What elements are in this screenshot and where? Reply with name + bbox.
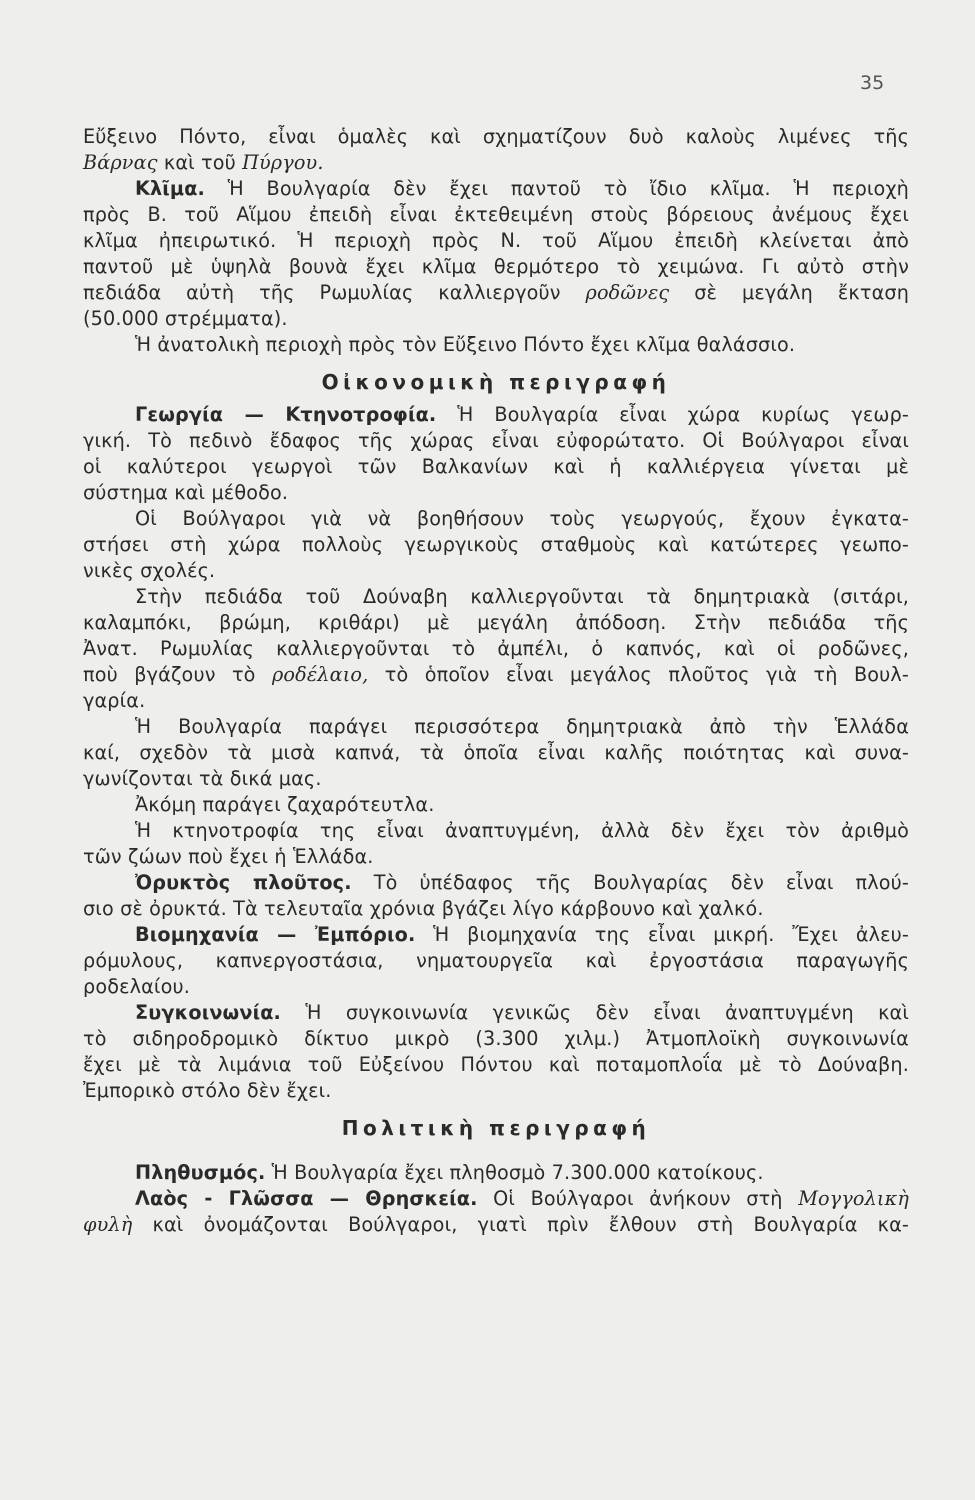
text-line — [83, 506, 909, 532]
text-span: γαρία. — [83, 689, 146, 712]
italic-term: ροδῶνες — [585, 281, 670, 304]
text-span: Στὴν πεδιάδα τοῦ Δούναβη καλλιεργοῦνται τὰ δημητριακὰ (σιτάρι, — [135, 585, 909, 608]
text-span: (50.000 στρέμματα). — [83, 307, 288, 330]
text-line — [83, 766, 909, 792]
text-line — [83, 1186, 909, 1212]
text-line — [83, 948, 909, 974]
text-line — [83, 558, 909, 584]
text-span: Ἡ κτηνοτροφία της εἶναι ἀναπτυγμένη, ἀλλὰ δὲν ἔχει τὸν ἀριθμὸ — [135, 819, 909, 842]
text-span: Ἡ Βουλγαρία δὲν ἔχει παντοῦ τὸ ἴδιο κλῖμα. Ἡ περιοχὴ — [204, 177, 909, 200]
text-span: τὸ ὁποῖον εἶναι μεγάλος πλοῦτος γιὰ τὴ Βουλ- — [368, 663, 909, 686]
place-name-pyrgos: Πύργου. — [242, 151, 324, 174]
text-span: γωνίζονται τὰ δικά μας. — [83, 767, 322, 790]
text-span: ρόμυλους, καπνεργοστάσια, νηματουργεῖα καὶ ἐργοστάσια παραγωγῆς — [83, 949, 909, 972]
text-span: καὶ ὀνομάζονται Βούλγαροι, γιατὶ πρὶν ἔλθουν στὴ Βουλγαρία κα- — [132, 1213, 909, 1236]
text-line — [83, 454, 909, 480]
text-span: ποὺ βγάζουν τὸ — [83, 663, 272, 686]
text-line — [83, 176, 909, 202]
text-span: καί, σχεδὸν τὰ μισὰ καπνά, τὰ ὁποῖα εἶναι καλῆς ποιότητας καὶ συνα- — [83, 741, 909, 764]
text-line — [83, 332, 909, 358]
text-line — [83, 870, 909, 896]
text-body — [83, 124, 909, 1238]
text-span: Ἐμπορικὸ στόλο δὲν ἔχει. — [83, 1079, 332, 1102]
text-span: ἔχει μὲ τὰ λιμάνια τοῦ Εὐξείνου Πόντου καὶ ποταμοπλοΐα μὲ τὸ Δούναβη. — [83, 1053, 909, 1076]
text-line — [83, 844, 909, 870]
section-title-transport: Συγκοινωνία. — [135, 1001, 281, 1024]
italic-term: ροδέλαιο, — [272, 663, 369, 686]
text-span: τῶν ζώων ποὺ ἔχει ἡ Ἑλλάδα. — [83, 845, 374, 868]
section-heading-political: Πολιτικὴ περιγραφή — [341, 1116, 651, 1140]
text-span: κλῖμα ἠπειρωτικό. Ἡ περιοχὴ πρὸς Ν. τοῦ Αἵμου ἐπειδὴ κλείνεται ἀπὸ — [83, 229, 909, 252]
text-span: καὶ τοῦ — [157, 151, 243, 174]
place-name-varna: Βάρνας — [83, 151, 158, 174]
text-line — [83, 714, 909, 740]
text-span: πρὸς Β. τοῦ Αἵμου ἐπειδὴ εἶναι ἐκτεθειμένη στοὺς βόρειους ἀνέμους ἔχει — [83, 203, 909, 226]
text-line — [83, 896, 909, 922]
text-line — [83, 662, 909, 688]
section-title-agriculture: Γεωργία — Κτηνοτροφία. — [135, 403, 437, 426]
text-line — [83, 636, 909, 662]
section-heading-economic: Οἰκονομικὴ περιγραφή — [321, 370, 671, 394]
text-line — [83, 428, 909, 454]
text-line — [83, 306, 909, 332]
text-line — [83, 532, 909, 558]
section-title-population: Πληθυσμός. — [135, 1161, 266, 1184]
text-line — [83, 792, 909, 818]
text-span: Ἡ συγκοινωνία γενικῶς δὲν εἶναι ἀναπτυγμένη καὶ — [281, 1001, 909, 1024]
text-line — [83, 1160, 909, 1186]
text-span: παντοῦ μὲ ὑψηλὰ βουνὰ ἔχει κλῖμα θερμότερο τὸ χειμώνα. Γι αὐτὸ στὴν — [83, 255, 909, 278]
text-span: Ἡ βιομηχανία της εἶναι μικρή. Ἔχει ἀλευ- — [415, 923, 909, 946]
text-line — [83, 922, 909, 948]
text-line — [83, 124, 909, 150]
text-span: καλαμπόκι, βρώμη, κριθάρι) μὲ μεγάλη ἀπόδοση. Στὴν πεδιάδα τῆς — [83, 611, 909, 634]
text-span: στήσει στὴ χώρα πολλοὺς γεωργικοὺς σταθμοὺς καὶ κατώτερες γεωπο- — [83, 533, 909, 556]
text-line — [83, 480, 909, 506]
text-span: σύστημα καὶ μέθοδο. — [83, 481, 289, 504]
text-span: Ἡ Βουλγαρία εἶναι χώρα κυρίως γεωρ- — [436, 403, 910, 426]
text-line — [83, 402, 909, 428]
text-line — [83, 584, 909, 610]
text-line — [83, 254, 909, 280]
text-line — [83, 1052, 909, 1078]
text-span: Ἡ ἀνατολικὴ περιοχὴ πρὸς τὸν Εὔξεινο Πόντο ἔχει κλῖμα θαλάσσιο. — [135, 333, 796, 356]
text-line — [83, 688, 909, 714]
text-line — [83, 1078, 909, 1104]
section-title-people: Λαὸς - Γλῶσσα — Θρησκεία. — [135, 1187, 478, 1210]
text-span: Τὸ ὑπέδαφος τῆς Βουλγαρίας δὲν εἶναι πλού- — [351, 871, 909, 894]
page-number: 35 — [860, 72, 885, 94]
text-line — [83, 740, 909, 766]
text-line — [83, 1026, 909, 1052]
text-span: Εὔξεινο Πόντο, εἶναι ὁμαλὲς καὶ σχηματίζουν δυὸ καλοὺς λιμένες τῆς — [83, 125, 909, 148]
text-span: πεδιάδα αὐτὴ τῆς Ρωμυλίας καλλιεργοῦν — [83, 281, 586, 304]
text-span: Ἀκόμη παράγει ζαχαρότευτλα. — [135, 793, 435, 816]
italic-term: Μογγολικὴ — [798, 1187, 909, 1210]
text-span: Ἀνατ. Ρωμυλίας καλλιεργοῦνται τὸ ἀμπέλι, ὁ καπνός, καὶ οἱ ροδῶνες, — [83, 637, 909, 660]
text-span: σιο σὲ ὀρυκτά. Τὰ τελευταῖα χρόνια βγάζει λίγο κάρβουνο καὶ χαλκό. — [83, 897, 764, 920]
text-span: Οἱ Βούλγαροι γιὰ νὰ βοηθήσουν τοὺς γεωργούς, ἔχουν ἐγκατα- — [135, 507, 909, 530]
text-span: οἱ καλύτεροι γεωργοὶ τῶν Βαλκανίων καὶ ἡ καλλιέργεια γίνεται μὲ — [83, 455, 909, 478]
text-span: γική. Τὸ πεδινὸ ἔδαφος τῆς χώρας εἶναι εὐφορώτατο. Οἱ Βούλγαροι εἶναι — [83, 429, 909, 452]
text-span: τὸ σιδηροδρομικὸ δίκτυο μικρὸ (3.300 χιλμ.) Ἀτμοπλοϊκὴ συγκοινωνία — [83, 1027, 909, 1050]
text-line — [83, 228, 909, 254]
text-line — [83, 974, 909, 1000]
italic-term: φυλὴ — [83, 1213, 133, 1236]
text-line — [83, 1212, 909, 1238]
text-span: Οἱ Βούλγαροι ἀνήκουν στὴ — [477, 1187, 799, 1210]
text-span: σὲ μεγάλη ἔκταση — [669, 281, 910, 304]
section-title-minerals: Ὀρυκτὸς πλοῦτος. — [135, 871, 352, 894]
spacer — [83, 1148, 909, 1160]
text-line — [83, 202, 909, 228]
text-line — [83, 150, 909, 176]
text-line — [83, 818, 909, 844]
text-line — [83, 610, 909, 636]
text-span: ροδελαίου. — [83, 975, 190, 998]
text-span: νικὲς σχολές. — [83, 559, 216, 582]
text-line — [83, 280, 909, 306]
text-span: Ἡ Βουλγαρία παράγει περισσότερα δημητριακὰ ἀπὸ τὴν Ἑλλάδα — [135, 715, 909, 738]
section-title-climate: Κλῖμα. — [135, 177, 205, 200]
text-span: Ἡ Βουλγαρία ἔχει πληθοσμὸ 7.300.000 κατοίκους. — [265, 1161, 764, 1184]
text-line — [83, 1000, 909, 1026]
section-title-industry: Βιομηχανία — Ἐμπόριο. — [135, 923, 416, 946]
